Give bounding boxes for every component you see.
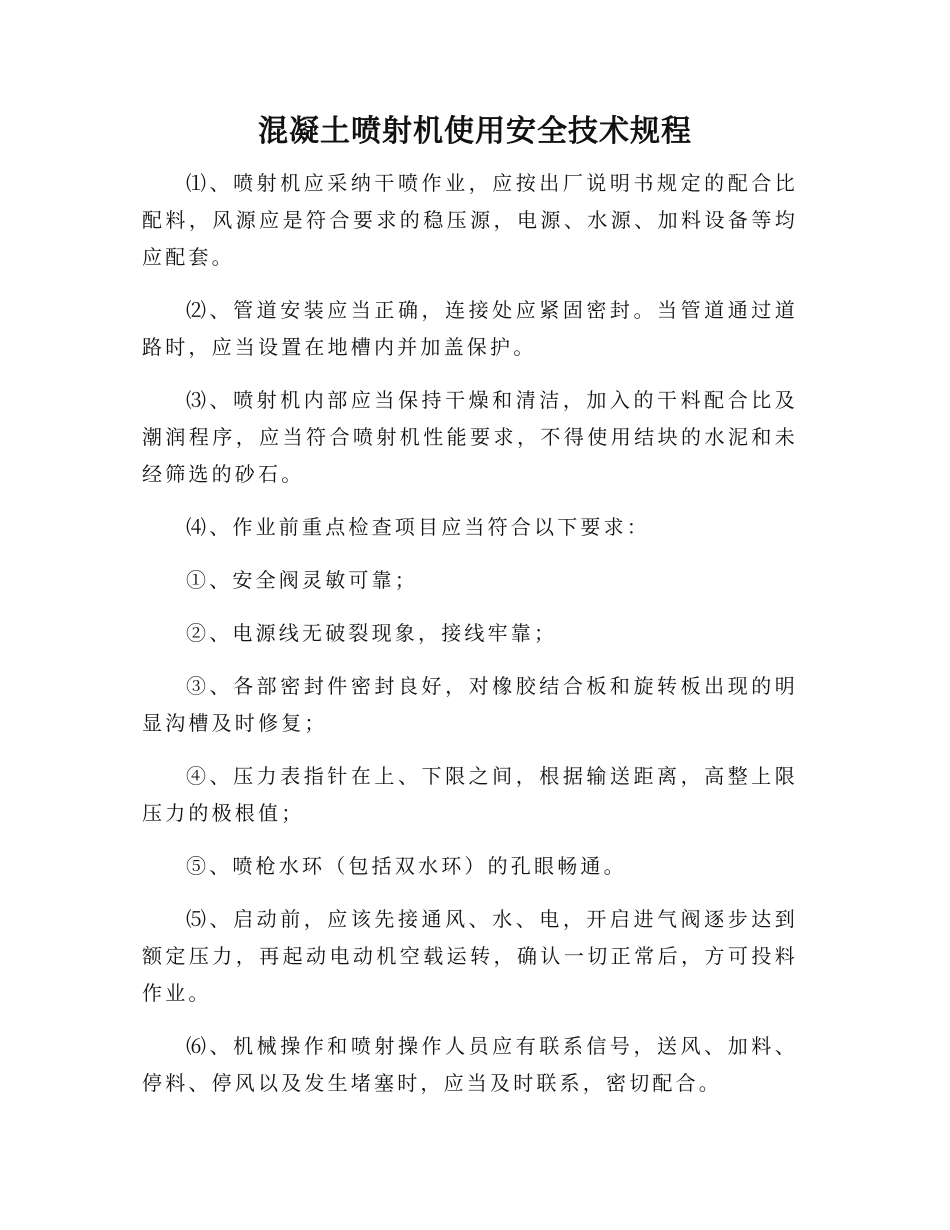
checklist-item-3: ③、各部密封件密封良好，对橡胶结合板和旋转板出现的明显沟槽及时修复； [142,674,798,735]
checklist-item-5: ⑤、喷枪水环（包括双水环）的孔眼畅通。 [186,854,627,878]
paragraph-1: ⑴、喷射机应采纳干喷作业，应按出厂说明书规定的配合比配料，风源应是符合要求的稳压源，电源、水源、加料设备等均应配套。 [142,171,798,269]
checklist-item-1: ①、安全阀灵敏可靠； [186,568,418,592]
paragraph-5: ⑸、启动前，应该先接通风、水、电，开启进气阀逐步达到额定压力，再起动电动机空载运转，确认一切正常后，方可投料作业。 [142,907,798,1005]
paragraph-2: ⑵、管道安装应当正确，连接处应紧固密封。当管道通过道路时，应当设置在地槽内并加盖保护。 [142,298,798,359]
document-body [142,165,798,1118]
document-title: 混凝土喷射机使用安全技术规程 [258,114,692,149]
paragraph-6: ⑹、机械操作和喷射操作人员应有联系信号，送风、加料、停料、停风以及发生堵塞时，应当及时联系，密切配合。 [142,1034,798,1095]
checklist-item-2: ②、电源线无破裂现象，接线牢靠； [186,621,558,645]
checklist-item-4: ④、压力表指针在上、下限之间，根据输送距离，高整上限压力的极根值； [142,764,798,825]
paragraph-4: ⑷、作业前重点检查项目应当符合以下要求： [186,515,650,539]
paragraph-3: ⑶、喷射机内部应当保持干燥和清洁，加入的干料配合比及潮润程序，应当符合喷射机性能要求，不得使用结块的水泥和未经筛选的砂石。 [142,388,798,486]
